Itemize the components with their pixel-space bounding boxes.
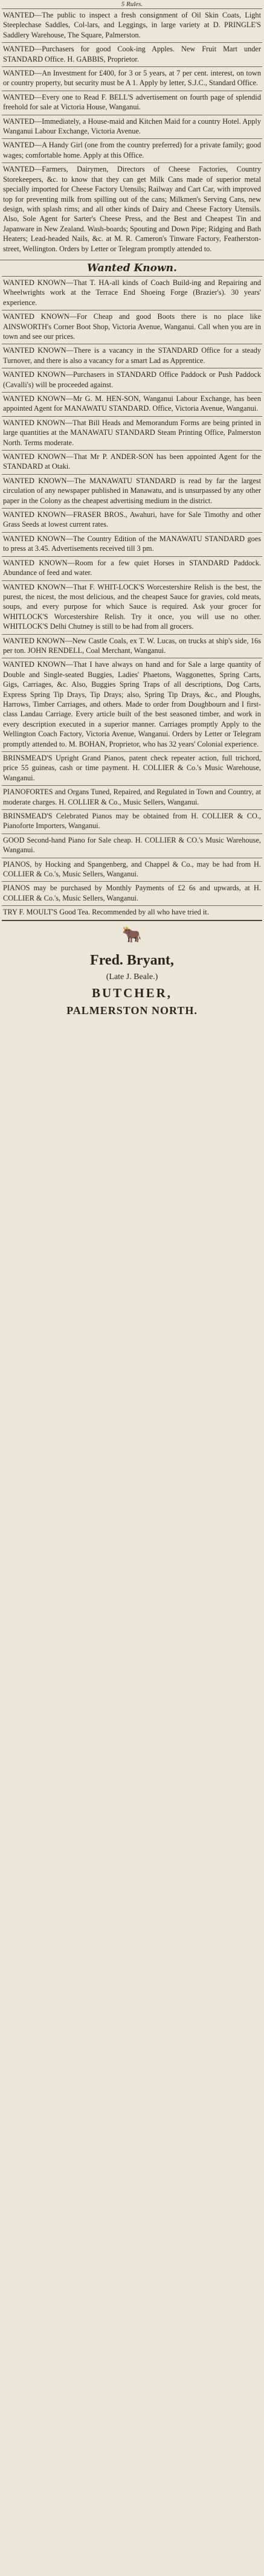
- classified-ad: BRINSMEAD'S Celebrated Pianos may be obtained from H. COLLIER & CO., Pianoforte Importers, Wanganui.: [2, 809, 262, 834]
- wanted-known-ad: WANTED KNOWN—That I have always on hand and for Sale a large quantity of Double and Single-seated Buggies, Ladies' Phaetons, Waggonettes, Spring Carts, Gigs, Carriages, &c. Also, Buggies Spring Traps of all descriptions, Dog Carts, Express Spring Tip Drays, Tip Drays; also, Spring Tip Drays, &c., and Ploughs, Harrows, Timber Carriages, and others. Made to order from Doughbourn and I first-class Landau Carriage. Every article built of the best seasoned timber, and work in every description executed in a superior manner. Carriages promptly Apply to the Wellington Coach Factory, Victoria Avenue, Wanganui. Orders by Letter or Telegram promptly attended to. M. BOHAN, Proprietor, who has 32 years' Colonial experience.: [2, 658, 262, 751]
- classified-ad: BRINSMEAD'S Upright Grand Pianos, patent check repeater action, full trichord, price 55 guineas, cash or time payment. H. COLLIER & Co.'s Music Warehouse, Wanganui.: [2, 751, 262, 785]
- classified-ad: GOOD Second-hand Piano for Sale cheap. H. COLLIER & CO.'s Music Warehouse, Wanganui.: [2, 834, 262, 858]
- classified-ad: PIANOS, by Hocking and Spangenberg, and Chappel & Co., may be had from H. COLLIER & Co.'s, Music Sellers, Wanganui.: [2, 858, 262, 882]
- bryant-butcher-ad: [2, 920, 262, 1019]
- wanted-section: [0, 8, 264, 256]
- wanted-known-ad: WANTED KNOWN—For Cheap and good Boots there is no place like AINSWORTH's Corner Boot Shop, Victoria Avenue, Wanganui. Call when you are in town and see our prices.: [2, 310, 262, 344]
- bryant-town: PALMERSTON NORTH.: [66, 1004, 198, 1017]
- wanted-ad: WANTED—Farmers, Dairymen, Directors of Cheese Factories, Country Storekeepers, &c. to know that they can get Milk Cans made of superior metal specially imported for Cheese Factory Utensils; Railway and Cart Car, with improved top for preventing milk from spilling out of the cans; Milkmen's Serving Cans, new design, with splash rims; and all other kinds of Dairy and Cheese Factory Utensils. Also, Sole Agent for Sarter's Cheese Press, and the Best and Cheapest Tin and Japanware in New Zealand. Wash-boards; Spouting and Down Pipe; Ridging and Bath Heaters; Lead-headed Nails, &c. at M. R. Cameron's Tinware Factory, Featherston-street, Wellington. Orders by Letter or Telegram promptly attended to.: [2, 162, 262, 256]
- wanted-ad: WANTED—An Investment for £400, for 3 or 5 years, at 7 per cent. interest, on town or country property, but security must be A 1. Apply by letter, S.J.C., Standard Office.: [2, 66, 262, 91]
- wanted-ad: WANTED—The public to inspect a fresh consignment of Oil Skin Coats, Light Steeplechase Saddles, Col-lars, and Leggings, in large variety at D. PRINGLE'S Saddlery Warehouse, The Square, Palmerston.: [2, 8, 262, 42]
- bryant-trade: BUTCHER,: [91, 985, 173, 1000]
- music-and-misc-ads: [0, 751, 264, 920]
- section-label: 5 Rules.: [121, 1, 143, 8]
- bryant-name: Fred. Bryant,: [90, 952, 174, 968]
- wanted-known-ad: WANTED KNOWN—Purchasers in STANDARD Office Paddock or Push Paddock (Cavalli's) will be proceeded against.: [2, 368, 262, 392]
- wanted-known-heading: Wanted Known.: [0, 260, 264, 276]
- ox-ornament-icon: 🐂: [122, 925, 142, 943]
- wanted-known-ad: WANTED KNOWN—That Bill Heads and Memorandum Forms are being printed in large quantities at the MANAWATU STANDARD Steam Printing Office, Palmerston North. Terms moderate.: [2, 416, 262, 450]
- wanted-known-ad: WANTED KNOWN—That Mr P. ANDER-SON has been appointed Agent for the STANDARD at Otaki.: [2, 450, 262, 474]
- wanted-ad: WANTED—A Handy Girl (one from the country preferred) for a private family; good wages; comfortable home. Apply at this Office.: [2, 138, 262, 162]
- classified-ad: PIANOFORTES and Organs Tuned, Repaired, and Regulated in Town and Country, at moderate charges. H. COLLIER & Co., Music Sellers, Wanganui.: [2, 785, 262, 809]
- classified-ad: PIANOS may be purchased by Monthly Payments of £2 6s and upwards, at H. COLLIER & Co.'s, Music Sellers, Wanganui.: [2, 881, 262, 905]
- bryant-late-name: (Late J. Beale.): [106, 972, 158, 981]
- wanted-ad: WANTED—Immediately, a House-maid and Kitchen Maid for a country Hotel. Apply Wanganui Labour Exchange, Victoria Avenue.: [2, 115, 262, 139]
- wanted-known-ad: WANTED KNOWN—The MANAWATU STANDARD is read by far the largest circulation of any newspaper published in Manawatu, and is unsurpassed by any other paper in the Colony as the cheapest advertising medium in the district.: [2, 474, 262, 508]
- classified-ad: TRY F. MOULT'S Good Tea. Recommended by all who have tried it.: [2, 905, 262, 919]
- wanted-ad: WANTED—Purchasers for good Cook-ing Apples. New Fruit Mart under STANDARD Office. H. GABBIS, Proprietor.: [2, 42, 262, 66]
- wanted-known-ad: WANTED KNOWN—That F. WHIT-LOCK'S Worcestershire Relish is the best, the purest, the nicest, the most delicious, and the cheapest Sauce for gravies, cold meats, soups, and every purpose for which Sauce is required. Ask your grocer for WHITLOCK'S Worcestershire Relish. Try it once, you will use no other. WHITLOCK'S Delhi Chutney is still to be had from all grocers.: [2, 580, 262, 634]
- wanted-known-ad: WANTED KNOWN—Room for a few quiet Horses in STANDARD Paddock. Abundance of feed and water.: [2, 556, 262, 580]
- wanted-known-ad: WANTED KNOWN—New Castle Coals, ex T. W. Lucas, on trucks at ship's side, 16s per ton. JOHN RENDELL, Coal Merchant, Wanganui.: [2, 634, 262, 658]
- wanted-known-ad: WANTED KNOWN—There is a vacancy in the STANDARD Office for a steady Turnover, and there is also a vacancy for a smart Lad as Apprentice.: [2, 344, 262, 368]
- wanted-known-ad: WANTED KNOWN—The Country Edition of the MANAWATU STANDARD goes to press at 3.45. Advertisements received till 3 pm.: [2, 532, 262, 556]
- wanted-known-ad: WANTED KNOWN—Mr G. M. HEN-SON, Wanganui Labour Exchange, has been appointed Agent for MANAWATU STANDARD. Office, Victoria Avenue, Wanganui.: [2, 392, 262, 416]
- wanted-ad: WANTED—Every one to Read F. BELL'S advertisement on fourth page of splendid freehold for sale at Victoria House, Wanganui.: [2, 91, 262, 115]
- wanted-known-ad: WANTED KNOWN—FRASER BROS., Awahuri, have for Sale Timothy and other Grass Seeds at lowest current rates.: [2, 508, 262, 532]
- wanted-known-section: [0, 276, 264, 751]
- wanted-known-ad: WANTED KNOWN—That T. HA-all kinds of Coach Build-ing and Repairing and Wheelwrights work at the Terrace End Shoeing Forge (Brazier's). 30 years' experience.: [2, 276, 262, 310]
